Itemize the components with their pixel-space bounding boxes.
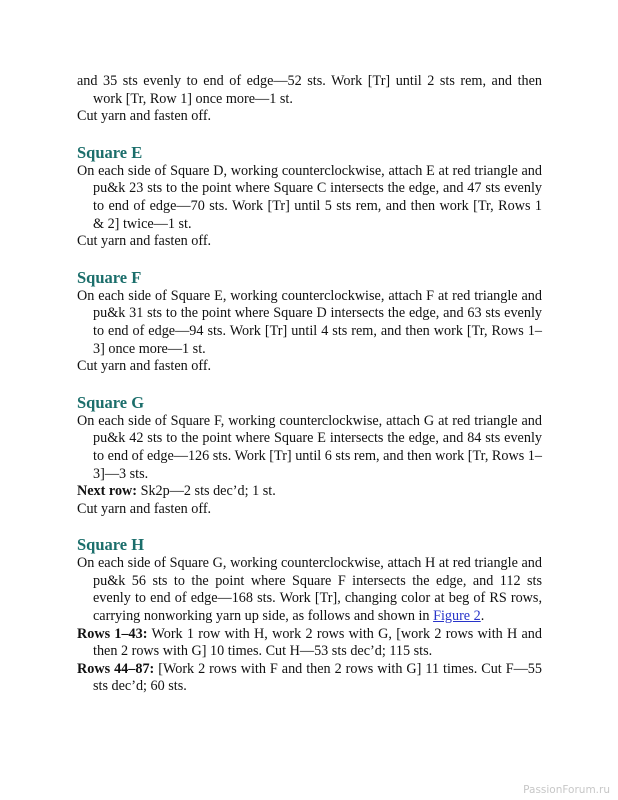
square-h-text: On each side of Square G, working counterclockwise, attach H at red triangle and pu&k 56 sts to the point where Square F intersects the edge, and 112 sts evenly to end of edge—168 sts. Work [Tr], changing color at beg of RS rows, carrying nonworking yarn up side, as follows and shown in xyxy=(77,555,542,625)
rows-44-87 xyxy=(77,661,542,696)
square-e-cut-line: Cut yarn and fasten off. xyxy=(77,233,212,250)
square-e-instructions: On each side of Square D, working counterclockwise, attach E at red triangle and pu&k 23 sts to the point where Square C intersects the edge, and 47 sts evenly to end of edge—70 sts. Work [Tr] until 5 sts rem, and then work [Tr, Rows 1 & 2] twice—1 st. xyxy=(77,162,542,232)
rows-44-87-label: Rows 44–87: xyxy=(77,660,155,677)
square-f-instructions: On each side of Square E, working counterclockwise, attach F at red triangle and pu&k 31 sts to the point where Square D intersects the edge, and 63 sts evenly to end of edge—94 sts. Work [Tr] until 4 sts rem, and then work [Tr, Rows 1–3] once more—1 st. xyxy=(77,287,542,357)
rows-44-87-text: [Work 2 rows with F and then 2 rows with G] 11 times. Cut F—55 sts dec’d; 60 sts. xyxy=(93,660,542,695)
rows-1-43 xyxy=(77,626,542,661)
next-row-text: Sk2p—2 sts dec’d; 1 st. xyxy=(137,483,276,500)
square-g-cut-line: Cut yarn and fasten off. xyxy=(77,500,212,517)
square-g-instructions: On each side of Square F, working counterclockwise, attach G at red triangle and pu&k 42 sts to the point where Square E intersects the edge, and 84 sts evenly to end of edge—126 sts. Work [Tr] until 6 sts rem, and then work [Tr, Rows 1–3]—3 sts. xyxy=(77,412,542,482)
square-g-next-row xyxy=(77,483,542,501)
rows-1-43-text: Work 1 row with H, work 2 rows with G, [work 2 rows with H and then 2 rows with G] 10 times. Cut H—53 sts dec’d; 115 sts. xyxy=(93,625,542,660)
square-e-heading: Square E xyxy=(77,142,143,162)
square-f-cut-line: Cut yarn and fasten off. xyxy=(77,358,212,375)
intro-continuation: and 35 sts evenly to end of edge—52 sts. Work [Tr] until 2 sts rem, and then work [Tr, Row 1] once more—1 st. xyxy=(77,73,542,107)
next-row-label: Next row: xyxy=(77,483,138,500)
square-h-instructions xyxy=(77,555,542,625)
watermark: PassionForum.ru xyxy=(523,784,610,796)
square-h-heading: Square H xyxy=(77,535,145,555)
rows-1-43-label: Rows 1–43: xyxy=(77,625,148,642)
square-h-text-end: . xyxy=(480,608,485,625)
square-f-heading: Square F xyxy=(77,267,142,287)
figure-2-link[interactable]: Figure 2 xyxy=(433,608,481,625)
intro-cut-line: Cut yarn and fasten off. xyxy=(77,108,212,125)
square-g-heading: Square G xyxy=(77,392,145,412)
document-page xyxy=(77,73,542,696)
